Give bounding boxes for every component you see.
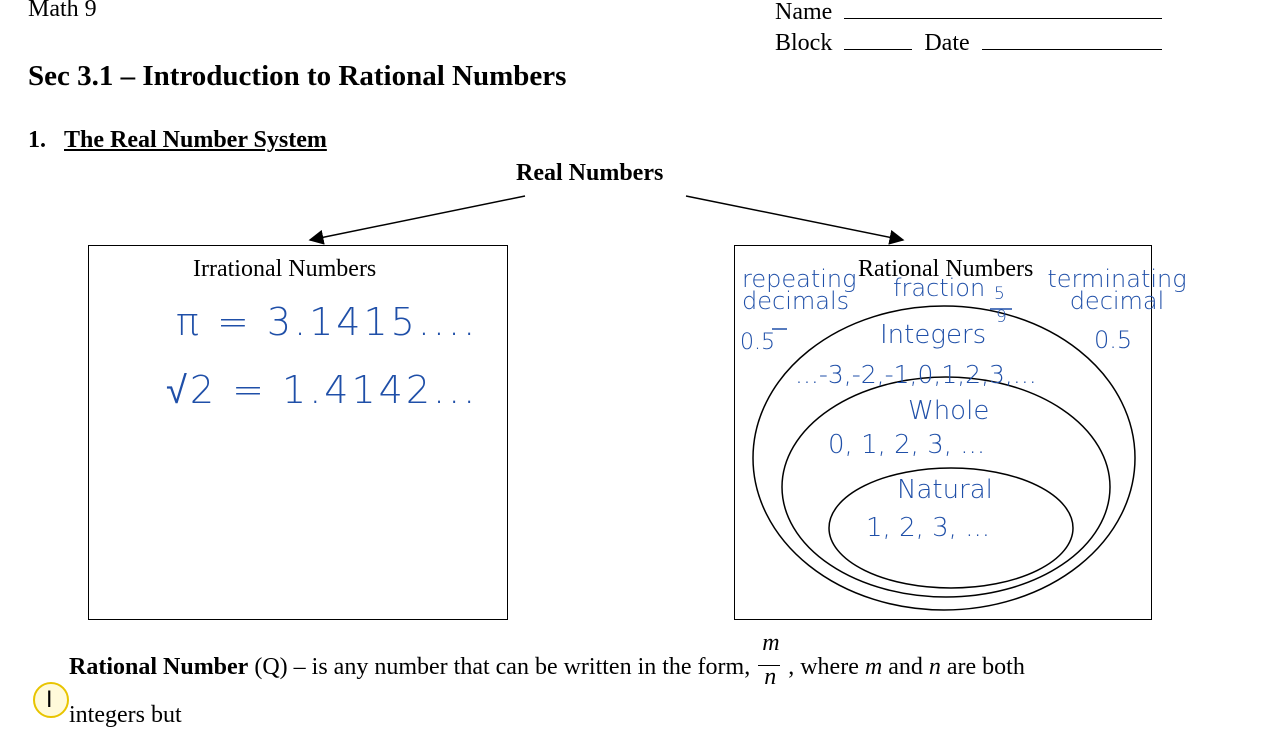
fraction-denominator: 9 (996, 307, 1007, 327)
definition-text-b: , where (782, 654, 865, 680)
date-label: Date (924, 30, 970, 56)
definition-line2: integers but (69, 702, 182, 728)
sqrt2-note: √2 = 1.4142... (166, 368, 479, 412)
terminating-example: 0.5 (1094, 326, 1133, 354)
definition-symbol: (Q) (254, 654, 288, 680)
fraction-note: fraction (893, 274, 986, 302)
definition-text-d: are both (940, 654, 1025, 680)
definition-term: Rational Number (69, 654, 249, 680)
terminating-decimal-note: terminating decimal (1047, 265, 1187, 315)
fraction-m: m (762, 630, 780, 657)
fraction-numerator: 5 (994, 284, 1005, 304)
course-label: Math 9 (28, 0, 97, 22)
page-title: Sec 3.1 – Introduction to Rational Numbers (28, 60, 567, 92)
rational-label: Rational Numbers (858, 256, 1034, 282)
var-n: n (928, 654, 941, 680)
var-m: m (864, 654, 883, 680)
name-label: Name (775, 0, 833, 25)
rational-definition (69, 630, 1025, 691)
fraction-n: n (764, 664, 777, 691)
real-numbers-label: Real Numbers (516, 160, 664, 186)
whole-values: 0, 1, 2, 3, ... (828, 430, 986, 460)
integers-values: ...-3,-2,-1,0,1,2,3,... (795, 360, 1037, 389)
pi-note: π = 3.1415.... (176, 300, 479, 344)
definition-text-c: and (882, 654, 929, 680)
definition-text: – is any number that can be written in the form, (287, 654, 757, 680)
integers-label: Integers (880, 320, 987, 350)
natural-values: 1, 2, 3, ... (866, 513, 991, 543)
repeating-decimals-note: repeating decimals (742, 265, 857, 315)
natural-label: Natural (897, 475, 993, 505)
text-cursor-icon: I (33, 682, 69, 718)
section-title: The Real Number System (64, 127, 327, 153)
whole-label: Whole (908, 396, 990, 426)
section-number: 1. (28, 127, 46, 153)
m-over-n-fraction (756, 630, 782, 691)
irrational-label: Irrational Numbers (193, 256, 377, 282)
arrow-to-rational (686, 196, 903, 240)
block-label: Block (775, 30, 833, 56)
arrow-to-irrational (310, 196, 525, 240)
repeating-example: 0.5̄ (740, 330, 775, 355)
